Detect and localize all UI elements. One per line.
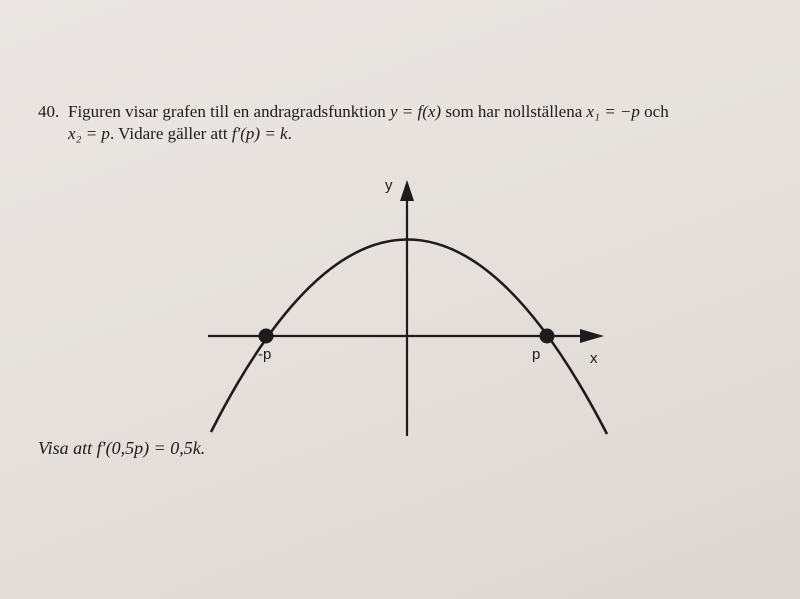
y-axis-arrow [400, 180, 414, 201]
first-root-expression: x₁ = −p [586, 102, 640, 121]
positive-root-point [540, 329, 555, 344]
problem-text-4: . Vidare gäller att [109, 124, 232, 144]
x-axis-label: x [590, 350, 598, 367]
y-axis-label: y [385, 177, 393, 194]
x-axis-arrow [580, 329, 604, 343]
derivative-expression: f′(p) = k [231, 124, 288, 144]
problem-number: 40. [38, 102, 60, 121]
second-root-expression: x₂ = p [68, 124, 110, 144]
problem-text: Figuren visar grafen till en andragradsfunktion [68, 102, 390, 121]
problem-text-2: som har nollställena [441, 102, 587, 121]
negative-root-point [259, 329, 274, 344]
task-statement: Visa att f′(0,5p) = 0,5k. [38, 438, 206, 458]
negative-root-label: -p [258, 346, 272, 363]
problem-text-3: och [639, 102, 669, 121]
function-expression: y = f(x) [389, 102, 442, 121]
problem-text-5: . [287, 124, 292, 144]
positive-root-label: p [532, 346, 541, 363]
